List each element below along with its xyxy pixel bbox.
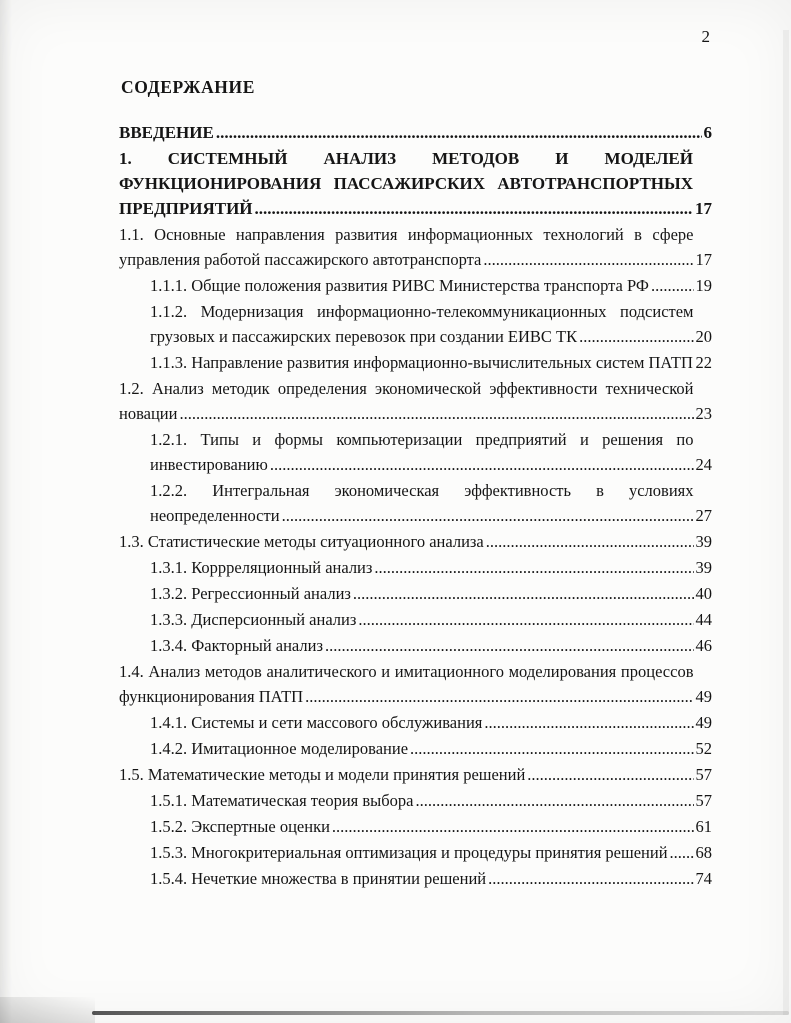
toc-entry-page: 22 xyxy=(695,353,712,372)
toc-entry-page: 57 xyxy=(695,791,712,810)
toc-entry-page: 40 xyxy=(695,584,712,603)
toc-entry-label: 1.3. Статистические методы ситуационного анализа ..... xyxy=(119,529,694,554)
toc-entry-label: 1.1.2. Модернизация информационно-телекоммуникационных подсистем грузовых и пассажирских перевозок при создании ЕИВС ТК ..... xyxy=(150,299,694,349)
toc-entry xyxy=(150,866,712,891)
toc-entry-page: 39 xyxy=(695,558,712,577)
toc-entry xyxy=(150,299,712,349)
toc-entry xyxy=(119,529,712,554)
toc-entry xyxy=(150,788,712,813)
toc-entry xyxy=(119,222,712,272)
toc-entry-page: 20 xyxy=(695,327,712,346)
toc-entry-page: 46 xyxy=(695,636,712,655)
toc-entry-page: 24 xyxy=(695,455,712,474)
toc-entry-page: 68 xyxy=(695,843,712,862)
page-number: 2 xyxy=(701,27,710,46)
toc-entry xyxy=(150,581,712,606)
toc-entry-page: 57 xyxy=(695,765,712,784)
toc-entry xyxy=(119,659,712,709)
toc-entry xyxy=(150,555,712,580)
toc-entry-label: 1.4.1. Системы и сети массового обслуживания ..... xyxy=(150,710,694,735)
toc-entry-label: 1.5.1. Математическая теория выбора ..... xyxy=(150,788,694,813)
toc-entry xyxy=(150,427,712,477)
toc-entry-page: 17 xyxy=(695,250,712,269)
scan-right-edge-artifact xyxy=(783,30,789,1015)
toc-entry-page: 49 xyxy=(695,687,712,706)
toc-entry-label: 1.2.2. Интегральная экономическая эффективность в условиях неопределенности ..... xyxy=(150,478,694,528)
toc-entry-label: 1.1.3. Направление развития информационно-вычислительных систем ПАТП ..... xyxy=(150,350,694,375)
toc-entry xyxy=(150,736,712,761)
toc-entry-label: 1.3.2. Регрессионный анализ ..... xyxy=(150,581,694,606)
toc-entry-page: 61 xyxy=(695,817,712,836)
toc-entry xyxy=(119,146,712,221)
toc-entry-label: 1.5.2. Экспертные оценки ..... xyxy=(150,814,694,839)
toc-entry xyxy=(150,840,712,865)
toc-entry xyxy=(119,120,712,145)
toc-entry-label: 1.3.1. Коррреляционный анализ ..... xyxy=(150,555,694,580)
toc-entry-label: ВВЕДЕНИЕ ..... xyxy=(119,120,702,145)
toc-list xyxy=(119,120,712,891)
toc-entry-label: 1.4.2. Имитационное моделирование ..... xyxy=(150,736,694,761)
toc-entry-page: 27 xyxy=(695,506,712,525)
toc-entry-page: 19 xyxy=(695,276,712,295)
toc-entry-page: 44 xyxy=(695,610,712,629)
toc-entry-label: 1.1. Основные направления развития информационных технологий в сфере управления работой пассажирского автотранспорта ..... xyxy=(119,222,694,272)
scan-bottom-streak-artifact xyxy=(92,1011,789,1015)
toc-entry-page: 23 xyxy=(695,404,712,423)
toc-entry xyxy=(150,814,712,839)
toc-entry-label: 1.4. Анализ методов аналитического и имитационного моделирования процессов функционирования ПАТП ..... xyxy=(119,659,694,709)
toc-entry-label: 1.5.4. Нечеткие множества в принятии решений ..... xyxy=(150,866,694,891)
toc-entry-label: 1.3.3. Дисперсионный анализ ..... xyxy=(150,607,694,632)
toc-entry-label: 1.1.1. Общие положения развития РИВС Министерства транспорта РФ ..... xyxy=(150,273,694,298)
toc-entry xyxy=(150,350,712,375)
toc-entry-label: 1.5.3. Многокритериальная оптимизация и процедуры принятия решений ..... xyxy=(150,840,694,865)
toc-entry-label: 1.3.4. Факторный анализ ..... xyxy=(150,633,694,658)
toc-entry xyxy=(150,478,712,528)
toc-entry-page: 6 xyxy=(703,123,712,142)
toc-entry-label: 1.2.1. Типы и формы компьютеризации предприятий и решения по инвестированию ..... xyxy=(150,427,694,477)
toc-entry-page: 49 xyxy=(695,713,712,732)
toc-entry xyxy=(119,376,712,426)
toc-entry xyxy=(150,607,712,632)
toc-entry-page: 39 xyxy=(695,532,712,551)
toc-entry xyxy=(150,633,712,658)
toc-entry-label: 1.5. Математические методы и модели принятия решений ..... xyxy=(119,762,694,787)
scan-left-edge-artifact xyxy=(0,0,12,1023)
scan-bottom-corner-artifact xyxy=(0,997,95,1023)
toc-entry xyxy=(119,762,712,787)
toc-entry xyxy=(150,710,712,735)
toc-entry-label: 1. СИСТЕМНЫЙ АНАЛИЗ МЕТОДОВ И МОДЕЛЕЙ ФУНКЦИОНИРОВАНИЯ ПАССАЖИРСКИХ АВТОТРАНСПОРТНЫХ ПРЕДПРИЯТИЙ ..... xyxy=(119,146,693,221)
toc-entry xyxy=(150,273,712,298)
toc-entry-label: 1.2. Анализ методик определения экономической эффективности технической новации ..... xyxy=(119,376,694,426)
toc-entry-page: 74 xyxy=(695,869,712,888)
toc-entry-page: 52 xyxy=(695,739,712,758)
toc-heading: СОДЕРЖАНИЕ xyxy=(121,77,256,97)
toc-entry-page: 17 xyxy=(695,199,712,218)
